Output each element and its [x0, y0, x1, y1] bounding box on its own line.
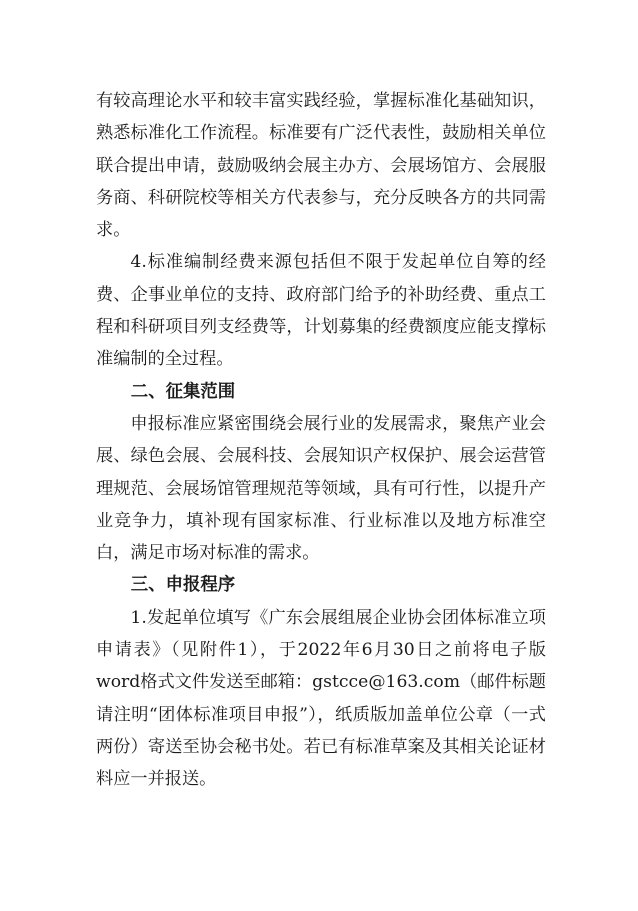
section-heading-scope: 二、征集范围	[130, 381, 236, 402]
paragraph-funding: 4.标准编制经费来源包括但不限于发起单位自筹的经费、企事业单位的支持、政府部门给予的补助经费、重点工程和科研项目列支经费等，计划募集的经费额度应能支撑标准编制的全过程。	[96, 252, 546, 370]
paragraph-procedure: 1.发起单位填写《广东会展组展企业协会团体标准立项申请表》（见附件1），于2022年6月30日之前将电子版word格式文件发送至邮箱：gstcce@163.com（邮件标题请注明“团体标准项目申报”），纸质版加盖单位公章（一式两份）寄送至协会秘书处。若已有标准草案及其相关论证材料应一并报送。	[96, 607, 546, 790]
section-heading-procedure: 三、申报程序	[130, 575, 236, 596]
paragraph-scope: 申报标准应紧密围绕会展行业的发展需求，聚焦产业会展、绿色会展、会展科技、会展知识产权保护、展会运营管理规范、会展场馆管理规范等领域，具有可行性，以提升产业竞争力，填补现有国家标准、行业标准以及地方标准空白，满足市场对标准的需求。	[96, 413, 546, 564]
document-body	[96, 85, 546, 796]
paragraph-continuation: 有较高理论水平和较丰富实践经验，掌握标准化基础知识，熟悉标准化工作流程。标准要有广泛代表性，鼓励相关单位联合提出申请，鼓励吸纳会展主办方、会展场馆方、会展服务商、科研院校等相关方代表参与，充分反映各方的共同需求。	[96, 91, 546, 241]
